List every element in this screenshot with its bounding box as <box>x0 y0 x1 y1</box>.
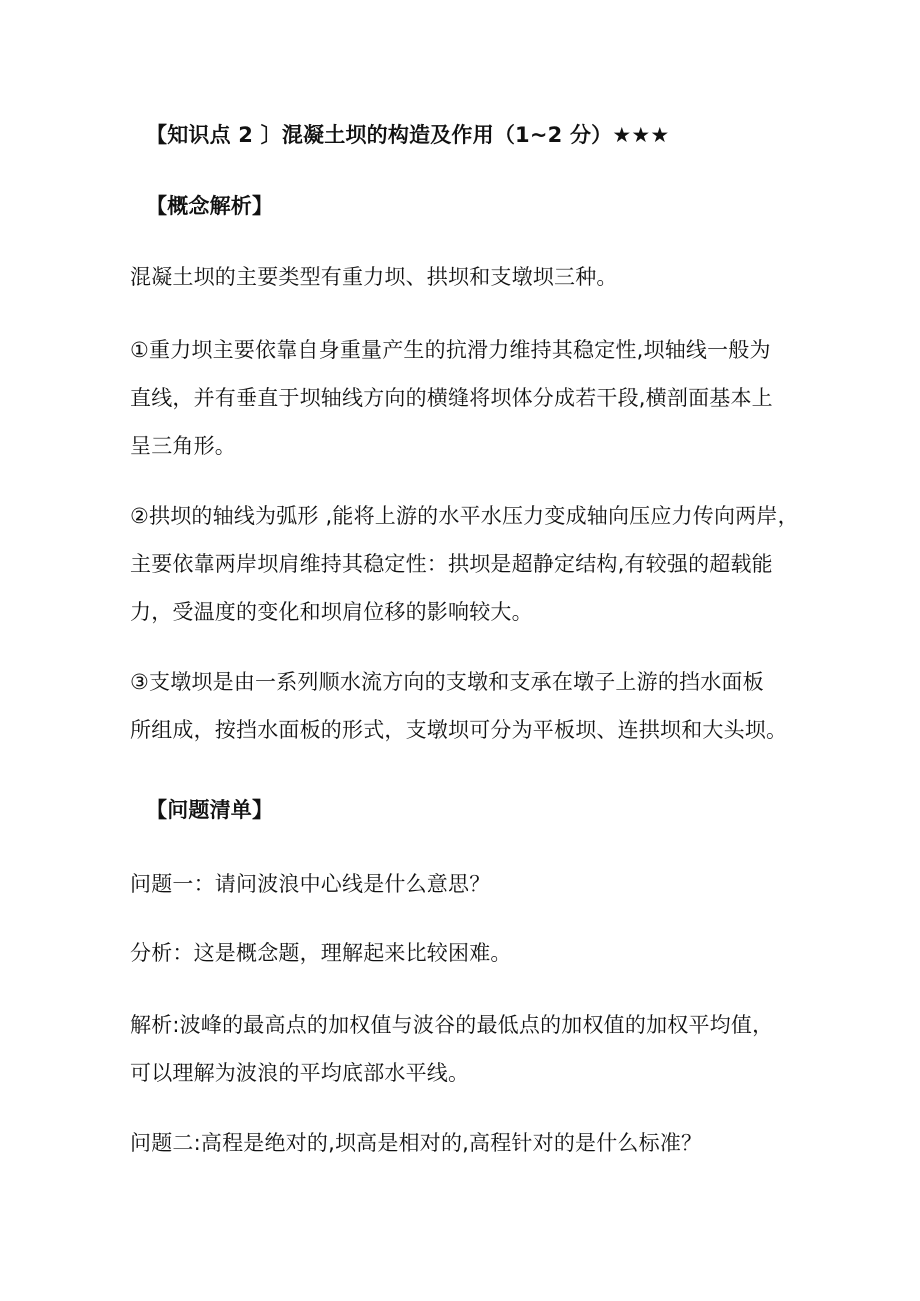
paragraph-line: 呈三角形。 <box>130 434 236 458</box>
section-heading: 【知识点 2 〕混凝土坝的构造及作用（1~2 分）★★★ <box>146 123 670 147</box>
questions-title: 【问题清单】 <box>146 798 274 822</box>
paragraph-line: ②拱坝的轴线为弧形 ,能将上游的水平水压力变成轴向压应力传向两岸， <box>130 504 799 528</box>
question-two: 问题二:高程是绝对的,坝高是相对的,高程针对的是什么标准？ <box>130 1131 703 1155</box>
paragraph-line: 力，受温度的变化和坝肩位移的影响较大。 <box>130 600 533 624</box>
concept-title: 【概念解析】 <box>146 194 274 218</box>
paragraph-line: 主要依靠两岸坝肩维持其稳定性：拱坝是超静定结构,有较强的超载能 <box>130 552 773 576</box>
paragraph-line: 所组成，按挡水面板的形式，支墩坝可分为平板坝、连拱坝和大头坝。 <box>130 718 788 742</box>
intro-paragraph: 混凝土坝的主要类型有重力坝、拱坝和支墩坝三种。 <box>130 265 618 289</box>
paragraph-line: 解析:波峰的最高点的加权值与波谷的最低点的加权值的加权平均值， <box>130 1013 774 1037</box>
analysis-paragraph: 分析：这是概念题，理解起来比较困难。 <box>130 941 512 965</box>
paragraph-line: ③支墩坝是由一系列顺水流方向的支墩和支承在墩子上游的挡水面板 <box>130 670 764 694</box>
question-one: 问题一：请问波浪中心线是什么意思？ <box>130 872 491 896</box>
paragraph-line: 可以理解为波浪的平均底部水平线。 <box>130 1061 470 1085</box>
paragraph-line: ①重力坝主要依靠自身重量产生的抗滑力维持其稳定性,坝轴线一般为 <box>130 338 771 362</box>
paragraph-line: 直线，并有垂直于坝轴线方向的横缝将坝体分成若干段,横剖面基本上 <box>130 386 773 410</box>
